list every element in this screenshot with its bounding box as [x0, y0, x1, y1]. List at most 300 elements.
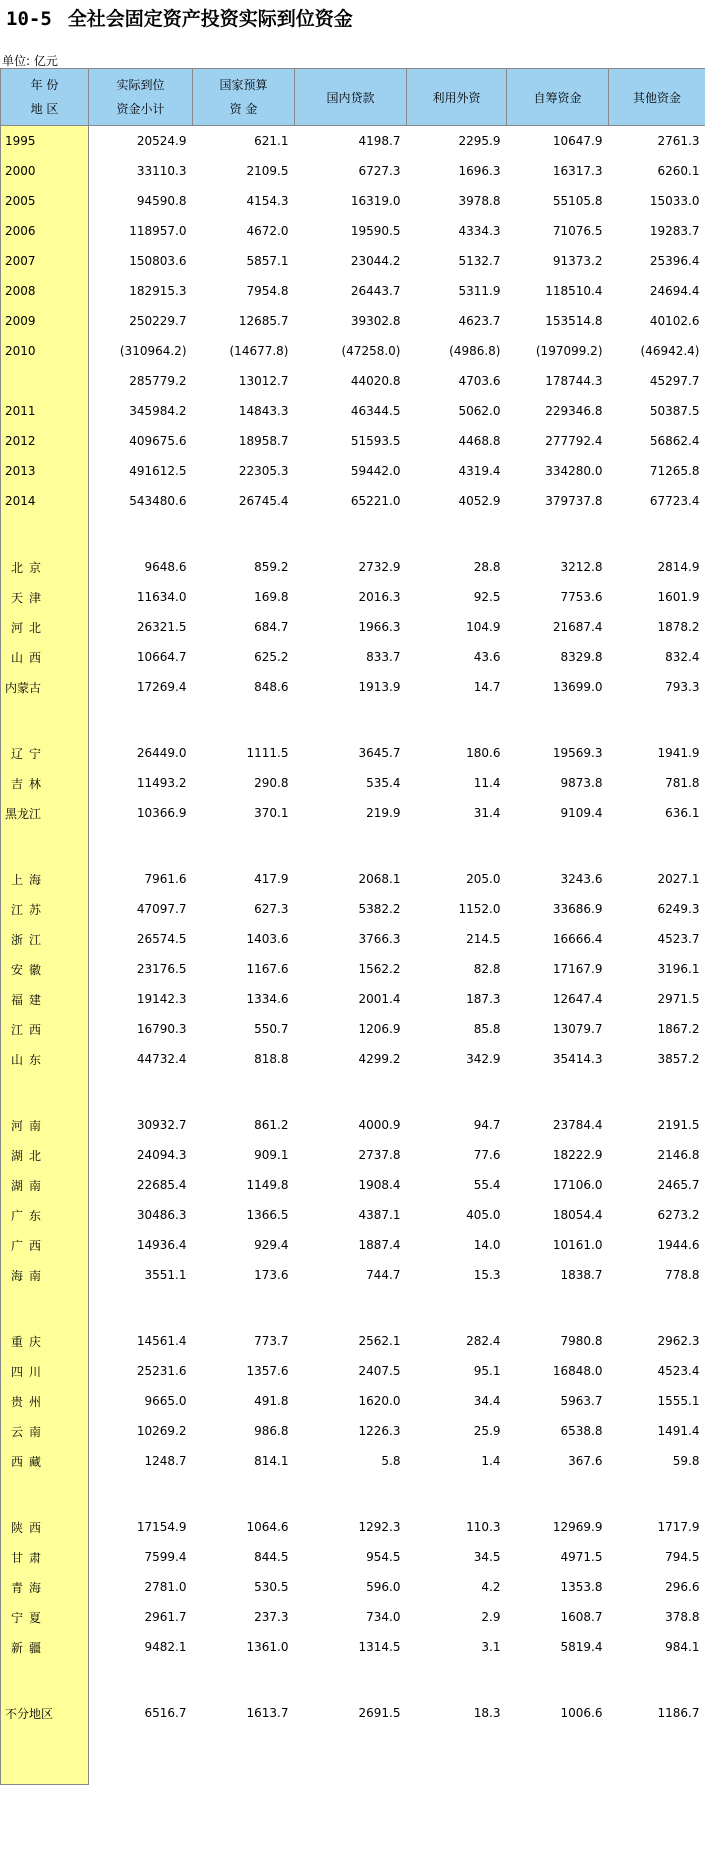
table-row [1, 426, 705, 456]
page-title [6, 4, 353, 31]
table-cell: 23176.5 [136, 962, 187, 976]
table-row [1, 894, 705, 924]
table-cell: 9109.4 [560, 806, 603, 820]
table-cell: 2407.5 [358, 1364, 401, 1378]
table-cell: 65221.0 [350, 494, 401, 508]
table-row [1, 186, 705, 216]
table-row [1, 672, 705, 702]
table-cell: 1696.3 [458, 164, 501, 178]
table-cell: 95.1 [473, 1364, 501, 1378]
table-cell: 187.3 [466, 992, 501, 1006]
table-row [1, 984, 705, 1014]
table-row [1, 1140, 705, 1170]
table-row [1, 1356, 705, 1386]
table-row [1, 1014, 705, 1044]
table-row [1, 1200, 705, 1230]
table-cell: 50387.5 [649, 404, 700, 418]
table-cell: 25396.4 [649, 254, 700, 268]
table-cell: 30932.7 [136, 1118, 187, 1132]
table-cell: 237.3 [254, 1610, 289, 1624]
header-domestic-loans: 国内贷款 [295, 69, 407, 126]
table-cell: 285779.2 [129, 374, 187, 388]
table-cell: 8329.8 [560, 650, 603, 664]
table-cell: 1620.0 [358, 1394, 401, 1408]
table-cell: 1206.9 [358, 1022, 401, 1036]
row-label: 山西 [1, 642, 89, 672]
table-cell: 345984.2 [129, 404, 187, 418]
table-cell: 14843.3 [238, 404, 289, 418]
table-row [1, 156, 705, 186]
table-cell: 14561.4 [136, 1334, 187, 1348]
table-cell: 3196.1 [657, 962, 700, 976]
table-cell: 2.9 [481, 1610, 501, 1624]
table-cell: 954.5 [366, 1550, 401, 1564]
row-label: 河北 [1, 612, 89, 642]
header-other-funds: 其他资金 [609, 69, 705, 126]
table-cell: 734.0 [366, 1610, 401, 1624]
table-cell: 59442.0 [350, 464, 401, 478]
table-cell: 18958.7 [238, 434, 289, 448]
table-cell: 15033.0 [649, 194, 700, 208]
row-label: 甘肃 [1, 1542, 89, 1572]
table-cell: 1941.9 [657, 746, 700, 760]
table-cell: 282.4 [466, 1334, 501, 1348]
table-row [1, 1542, 705, 1572]
table-row [1, 1170, 705, 1200]
row-label: 上海 [1, 864, 89, 894]
table-cell: 14.0 [473, 1238, 501, 1252]
row-label: 湖北 [1, 1140, 89, 1170]
table-cell: 4468.8 [458, 434, 501, 448]
table-cell: 2781.0 [144, 1580, 187, 1594]
row-label: 2000 [1, 156, 89, 186]
table-cell: 1111.5 [246, 746, 289, 760]
table-cell: 1887.4 [358, 1238, 401, 1252]
table-cell: 2562.1 [358, 1334, 401, 1348]
table-cell: 1913.9 [358, 680, 401, 694]
row-label: 2013 [1, 456, 89, 486]
table-row [1, 552, 705, 582]
table-cell: 1006.6 [560, 1706, 603, 1720]
table-row [1, 1230, 705, 1260]
table-cell: 10366.9 [136, 806, 187, 820]
table-cell: 3645.7 [358, 746, 401, 760]
table-row [1, 1602, 705, 1632]
table-cell: 6727.3 [358, 164, 401, 178]
row-label: 内蒙古 [1, 672, 89, 702]
table-cell: 986.8 [254, 1424, 289, 1438]
table-cell: 182915.3 [129, 284, 187, 298]
row-label: 广东 [1, 1200, 89, 1230]
header-year: 年 份 [30, 78, 59, 92]
table-cell: 833.7 [366, 650, 401, 664]
table-cell: 250229.7 [129, 314, 187, 328]
table-cell: 26745.4 [238, 494, 289, 508]
table-cell: 67723.4 [649, 494, 700, 508]
table-cell: 11634.0 [136, 590, 187, 604]
group-spacer [1, 1074, 705, 1110]
table-cell: 1248.7 [144, 1454, 187, 1468]
table-cell: 6260.1 [657, 164, 700, 178]
row-label: 2012 [1, 426, 89, 456]
table-cell: 1608.7 [560, 1610, 603, 1624]
table-cell: 13012.7 [238, 374, 289, 388]
table-cell: 173.6 [254, 1268, 289, 1282]
table-cell: 110.3 [466, 1520, 501, 1534]
table-cell: 491.8 [254, 1394, 289, 1408]
table-cell: 1867.2 [657, 1022, 700, 1036]
table-cell: 1403.6 [246, 932, 289, 946]
table-cell: 55.4 [473, 1178, 501, 1192]
row-label: 2006 [1, 216, 89, 246]
table-cell: 1562.2 [358, 962, 401, 976]
table-cell: 219.9 [366, 806, 401, 820]
table-cell: 6273.2 [657, 1208, 700, 1222]
table-cell: 2761.3 [657, 134, 700, 148]
table-cell: 4154.3 [246, 194, 289, 208]
table-cell: 1226.3 [358, 1424, 401, 1438]
table-cell: 23784.4 [552, 1118, 603, 1132]
table-cell: 929.4 [254, 1238, 289, 1252]
row-label: 不分地区 [1, 1698, 89, 1728]
row-label: 江西 [1, 1014, 89, 1044]
table-cell: 25.9 [473, 1424, 501, 1438]
table-cell: 21687.4 [552, 620, 603, 634]
table-cell: 378.8 [665, 1610, 700, 1624]
table-cell: 1601.9 [657, 590, 700, 604]
table-row [1, 246, 705, 276]
row-label: 吉林 [1, 768, 89, 798]
table-cell: 1966.3 [358, 620, 401, 634]
table-cell: 550.7 [254, 1022, 289, 1036]
table-cell: 16666.4 [552, 932, 603, 946]
table-cell: 26443.7 [350, 284, 401, 298]
table-cell: 1292.3 [358, 1520, 401, 1534]
table-cell: 17106.0 [552, 1178, 603, 1192]
table-cell: 1555.1 [657, 1394, 700, 1408]
table-row [1, 1260, 705, 1290]
group-spacer [1, 1476, 705, 1512]
table-cell: 3212.8 [560, 560, 603, 574]
row-label: 湖南 [1, 1170, 89, 1200]
table-cell: 12685.7 [238, 314, 289, 328]
row-label: 西藏 [1, 1446, 89, 1476]
table-cell: 1366.5 [246, 1208, 289, 1222]
table-cell: 379737.8 [545, 494, 603, 508]
table-row [1, 306, 705, 336]
table-cell: 4.2 [481, 1580, 501, 1594]
table-row [1, 1386, 705, 1416]
table-cell: 794.5 [665, 1550, 700, 1564]
table-cell: 2962.3 [657, 1334, 700, 1348]
table-row [1, 126, 705, 156]
table-cell: 409675.6 [129, 434, 187, 448]
table-cell: 7753.6 [560, 590, 603, 604]
row-label: 2008 [1, 276, 89, 306]
row-label: 安徽 [1, 954, 89, 984]
table-cell: 12969.9 [552, 1520, 603, 1534]
table-cell: (14677.8) [229, 344, 289, 358]
table-cell: 11.4 [473, 776, 501, 790]
table-cell: 530.5 [254, 1580, 289, 1594]
table-cell: 984.1 [665, 1640, 700, 1654]
table-row [1, 1446, 705, 1476]
table-cell: 31.4 [473, 806, 501, 820]
table-cell: 1717.9 [657, 1520, 700, 1534]
table-cell: 19590.5 [350, 224, 401, 238]
table-row [1, 954, 705, 984]
table-cell: 19142.3 [136, 992, 187, 1006]
table-row [1, 276, 705, 306]
table-cell: 178744.3 [545, 374, 603, 388]
table-cell: 4052.9 [458, 494, 501, 508]
table-code: 10-5 [6, 8, 52, 30]
header-self-raised: 自筹资金 [507, 69, 609, 126]
table-row [1, 1698, 705, 1728]
table-cell: 859.2 [254, 560, 289, 574]
table-cell: 543480.6 [129, 494, 187, 508]
row-label: 云南 [1, 1416, 89, 1446]
table-cell: 2016.3 [358, 590, 401, 604]
table-cell: 1878.2 [657, 620, 700, 634]
table-cell: 10161.0 [552, 1238, 603, 1252]
table-cell: 19569.3 [552, 746, 603, 760]
table-row [1, 924, 705, 954]
table-cell: 2068.1 [358, 872, 401, 886]
table-cell: 2691.5 [358, 1706, 401, 1720]
table-cell: 4523.7 [657, 932, 700, 946]
table-cell: 2732.9 [358, 560, 401, 574]
row-label: 贵州 [1, 1386, 89, 1416]
table-cell: 627.3 [254, 902, 289, 916]
row-label: 2010 [1, 336, 89, 366]
table-row [1, 1572, 705, 1602]
table-title: 全社会固定资产投资实际到位资金 [67, 8, 353, 30]
table-cell: 1353.8 [560, 1580, 603, 1594]
table-cell: 1838.7 [560, 1268, 603, 1282]
table-cell: 4672.0 [246, 224, 289, 238]
table-cell: 150803.6 [129, 254, 187, 268]
row-label: 浙江 [1, 924, 89, 954]
table-bottom [1, 1728, 705, 1785]
row-label: 辽宁 [1, 738, 89, 768]
table-cell: 26449.0 [136, 746, 187, 760]
table-row [1, 738, 705, 768]
table-cell: 35414.3 [552, 1052, 603, 1066]
data-table-container [0, 68, 705, 1785]
table-body [1, 126, 705, 1785]
table-cell: 229346.8 [545, 404, 603, 418]
table-cell: 4334.3 [458, 224, 501, 238]
table-cell: 118957.0 [129, 224, 187, 238]
table-cell: 16319.0 [350, 194, 401, 208]
table-row [1, 1044, 705, 1074]
table-cell: 94590.8 [136, 194, 187, 208]
table-cell: 290.8 [254, 776, 289, 790]
group-spacer [1, 1290, 705, 1326]
table-cell: 6249.3 [657, 902, 700, 916]
table-cell: 4523.4 [657, 1364, 700, 1378]
header-state-budget: 国家预算 资 金 [193, 69, 295, 126]
row-label: 1995 [1, 126, 89, 156]
table-cell: 34.5 [473, 1550, 501, 1564]
table-cell: 596.0 [366, 1580, 401, 1594]
table-cell: 82.8 [473, 962, 501, 976]
table-cell: 5062.0 [458, 404, 501, 418]
table-cell: 5132.7 [458, 254, 501, 268]
table-cell: 205.0 [466, 872, 501, 886]
table-cell: 5.8 [381, 1454, 401, 1468]
table-cell: 40102.6 [649, 314, 700, 328]
table-cell: 3243.6 [560, 872, 603, 886]
table-cell: 4971.5 [560, 1550, 603, 1564]
table-cell: 44020.8 [350, 374, 401, 388]
table-cell: 1152.0 [458, 902, 501, 916]
table-cell: 2191.5 [657, 1118, 700, 1132]
table-cell: 2971.5 [657, 992, 700, 1006]
table-cell: 4000.9 [358, 1118, 401, 1132]
table-cell: 1186.7 [657, 1706, 700, 1720]
table-cell: 33686.9 [552, 902, 603, 916]
investment-table [0, 68, 705, 1785]
table-cell: 5382.2 [358, 902, 401, 916]
table-cell: 17167.9 [552, 962, 603, 976]
table-cell: 417.9 [254, 872, 289, 886]
table-cell: 1314.5 [358, 1640, 401, 1654]
row-label [1, 366, 89, 396]
table-cell: 3978.8 [458, 194, 501, 208]
table-cell: 636.1 [665, 806, 700, 820]
table-cell: 2814.9 [657, 560, 700, 574]
table-cell: 77.6 [473, 1148, 501, 1162]
table-cell: 334280.0 [545, 464, 603, 478]
table-cell: 1149.8 [246, 1178, 289, 1192]
table-cell: 6516.7 [144, 1706, 187, 1720]
table-cell: 818.8 [254, 1052, 289, 1066]
table-cell: 56862.4 [649, 434, 700, 448]
table-row [1, 486, 705, 516]
table-cell: 19283.7 [649, 224, 700, 238]
table-cell: 3857.2 [657, 1052, 700, 1066]
table-cell: 2737.8 [358, 1148, 401, 1162]
table-cell: 44732.4 [136, 1052, 187, 1066]
table-cell: 3551.1 [144, 1268, 187, 1282]
table-cell: 22305.3 [238, 464, 289, 478]
table-cell: 5311.9 [458, 284, 501, 298]
table-cell: 26321.5 [136, 620, 187, 634]
table-cell: 18054.4 [552, 1208, 603, 1222]
table-cell: 1944.6 [657, 1238, 700, 1252]
table-cell: 2961.7 [144, 1610, 187, 1624]
table-cell: 9648.6 [144, 560, 187, 574]
table-cell: 10647.9 [552, 134, 603, 148]
table-cell: 13699.0 [552, 680, 603, 694]
table-cell: 296.6 [665, 1580, 700, 1594]
table-cell: 16317.3 [552, 164, 603, 178]
table-cell: 2027.1 [657, 872, 700, 886]
table-cell: 104.9 [466, 620, 501, 634]
table-cell: 6538.8 [560, 1424, 603, 1438]
table-cell: 24094.3 [136, 1148, 187, 1162]
table-cell: 39302.8 [350, 314, 401, 328]
table-cell: 4623.7 [458, 314, 501, 328]
row-label: 山东 [1, 1044, 89, 1074]
table-header [1, 69, 705, 126]
table-cell: 23044.2 [350, 254, 401, 268]
unit-label: 单位: 亿元 [2, 54, 58, 68]
header-total: 实际到位 资金小计 [89, 69, 193, 126]
table-row [1, 1416, 705, 1446]
table-cell: 4319.4 [458, 464, 501, 478]
table-cell: 793.3 [665, 680, 700, 694]
table-row [1, 1326, 705, 1356]
table-cell: 342.9 [466, 1052, 501, 1066]
table-cell: 778.8 [665, 1268, 700, 1282]
group-spacer [1, 702, 705, 738]
table-cell: (197099.2) [535, 344, 603, 358]
table-cell: 22685.4 [136, 1178, 187, 1192]
table-cell: 9873.8 [560, 776, 603, 790]
table-cell: 684.7 [254, 620, 289, 634]
table-row [1, 1632, 705, 1662]
table-cell: 1491.4 [657, 1424, 700, 1438]
table-cell: 773.7 [254, 1334, 289, 1348]
table-cell: 34.4 [473, 1394, 501, 1408]
table-cell: 11493.2 [136, 776, 187, 790]
table-cell: 14.7 [473, 680, 501, 694]
row-label: 海南 [1, 1260, 89, 1290]
table-cell: 26574.5 [136, 932, 187, 946]
table-cell: 844.5 [254, 1550, 289, 1564]
table-cell: 59.8 [672, 1454, 700, 1468]
table-row [1, 396, 705, 426]
row-label: 陕西 [1, 1512, 89, 1542]
table-cell: 13079.7 [552, 1022, 603, 1036]
table-cell: 51593.5 [350, 434, 401, 448]
table-cell: 214.5 [466, 932, 501, 946]
table-row [1, 768, 705, 798]
table-cell: 47097.7 [136, 902, 187, 916]
table-cell: 5963.7 [560, 1394, 603, 1408]
table-cell: 2146.8 [657, 1148, 700, 1162]
table-cell: 1.4 [481, 1454, 501, 1468]
table-cell: 91373.2 [552, 254, 603, 268]
table-cell: 370.1 [254, 806, 289, 820]
table-cell: 46344.5 [350, 404, 401, 418]
table-cell: 118510.4 [545, 284, 603, 298]
table-cell: 92.5 [473, 590, 501, 604]
table-cell: (46942.4) [640, 344, 700, 358]
table-cell: 16790.3 [136, 1022, 187, 1036]
table-cell: 10664.7 [136, 650, 187, 664]
table-cell: 15.3 [473, 1268, 501, 1282]
row-label: 江苏 [1, 894, 89, 924]
table-cell: 25231.6 [136, 1364, 187, 1378]
table-row [1, 798, 705, 828]
table-cell: 16848.0 [552, 1364, 603, 1378]
table-cell: 1361.0 [246, 1640, 289, 1654]
table-cell: 909.1 [254, 1148, 289, 1162]
row-label: 广西 [1, 1230, 89, 1260]
table-cell: 2295.9 [458, 134, 501, 148]
table-cell: 7954.8 [246, 284, 289, 298]
table-cell: 1334.6 [246, 992, 289, 1006]
table-row [1, 336, 705, 366]
table-cell: 2465.7 [657, 1178, 700, 1192]
table-row [1, 216, 705, 246]
table-cell: 7599.4 [144, 1550, 187, 1564]
table-cell: 10269.2 [136, 1424, 187, 1438]
